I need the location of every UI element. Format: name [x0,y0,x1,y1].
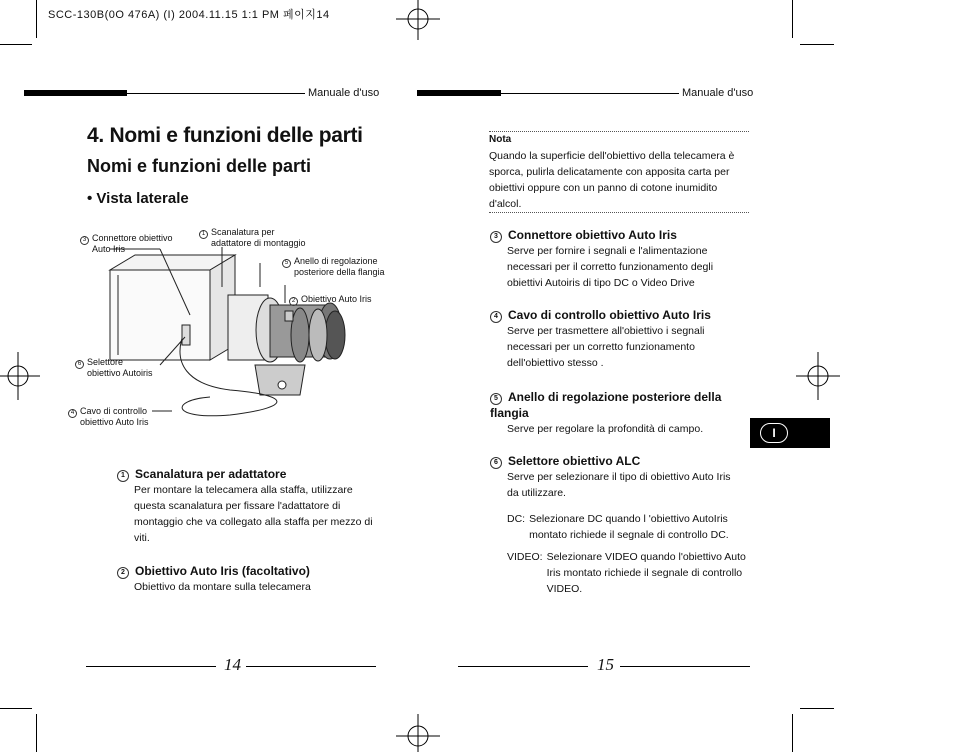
video-text: Selezionare VIDEO quando l'obiettivo Auto Iris montato richiede il segnale di controllo VIDEO. [546,551,746,595]
item-2-text: Obiettivo da montare sulla telecamera [134,581,311,593]
item-3-number: 3 [490,231,502,243]
left-item-2 [117,564,377,595]
note-text: Quando la superficie dell'obiettivo della telecamera è sporca, pulirla delicatamente con apposita carta per obiettivi oppure con un panno di cotone inumidito d'alcol. [489,150,735,210]
item-5-text: Serve per regolare la profondità di campo. [507,423,704,435]
dc-text: Selezionare DC quando l 'obiettivo AutoIris montato richiede il segnale di controllo DC. [529,513,729,541]
left-header-rule [127,93,305,94]
callout-5-text: Anello di regolazione posteriore della flangia [294,256,385,277]
right-header-bar [417,90,501,96]
right-footer-rule-b [620,666,750,667]
callout-5 [282,256,385,278]
page-subtitle: Nomi e funzioni delle parti [87,156,312,176]
item-1-title: Scanalatura per adattatore [135,467,287,481]
item-5-number: 5 [490,393,502,405]
callout-6 [75,357,153,379]
callout-6-number: 6 [75,360,84,369]
callout-2 [289,294,372,306]
callout-3-text: Connettore obiettivo Auto Iris [92,233,173,254]
print-header: SCC-130B(0O 476A) (I) 2004.11.15 1:1 PM 페이지14 [48,9,330,21]
item-1-text: Per montare la telecamera alla staffa, utilizzare questa scanalatura per fissare l'adattatore di montaggio che va collegato alla staffa per mezzo di viti. [134,484,373,544]
callout-3-number: 3 [80,236,89,245]
item-5-title: Anello di regolazione posteriore della flangia [490,390,722,420]
right-header-rule [501,93,679,94]
language-tab [750,418,830,448]
callout-2-text: Obiettivo Auto Iris [301,294,372,304]
left-footer-rule-a [86,666,216,667]
item-4-text: Serve per trasmettere all'obiettivo i segnali necessari per un corretto funzionamento dell'obiettivo stesso . [507,325,705,369]
item-6-text: Serve per selezionare il tipo di obiettivo Auto Iris da utilizzare. [507,471,731,499]
page-title: 4. Nomi e funzioni delle parti [87,124,363,147]
callout-6-text: Selettore obiettivo Autoiris [87,357,153,378]
callout-5-number: 5 [282,259,291,268]
note-title: Nota [489,134,512,145]
callout-4 [68,406,149,428]
item-2-number: 2 [117,567,129,579]
item-1-number: 1 [117,470,129,482]
right-item-3 [490,228,745,291]
callout-1-number: 1 [199,230,208,239]
note-top-rule [489,131,749,132]
callout-4-number: 4 [68,409,77,418]
item-4-number: 4 [490,311,502,323]
dc-option [507,511,747,543]
item-6-number: 6 [490,457,502,469]
right-item-5 [490,389,745,437]
item-6-title: Selettore obiettivo ALC [508,454,641,468]
left-footer-rule-b [246,666,376,667]
dc-label: DC: [507,513,526,525]
item-2-title: Obiettivo Auto Iris (facoltativo) [135,564,310,578]
left-item-1 [117,467,377,546]
right-item-6 [490,454,745,501]
item-3-title: Connettore obiettivo Auto Iris [508,228,677,242]
left-page-number: 14 [224,655,241,674]
left-header-bar [24,90,127,96]
right-page-number: 15 [597,655,614,674]
callout-1 [199,227,306,249]
right-running-head: Manuale d'uso [682,87,754,99]
callout-3 [80,233,173,255]
item-4-title: Cavo di controllo obiettivo Auto Iris [508,308,711,322]
video-option [507,549,747,597]
language-tab-label: I [760,423,788,443]
video-label: VIDEO: [507,551,543,563]
item-3-text: Serve per fornire i segnali e l'alimentazione necessari per il corretto funzionamento degli obiettivi Autoiris di tipo DC o Video Drive [507,245,714,289]
callout-4-text: Cavo di controllo obiettivo Auto Iris [80,406,149,427]
right-item-4 [490,308,745,371]
callout-1-text: Scanalatura per adattatore di montaggio [211,227,306,248]
section-heading: • Vista laterale [87,190,189,207]
left-running-head: Manuale d'uso [308,87,380,99]
callout-2-number: 2 [289,297,298,306]
right-footer-rule-a [458,666,588,667]
note-bottom-rule [489,212,749,213]
